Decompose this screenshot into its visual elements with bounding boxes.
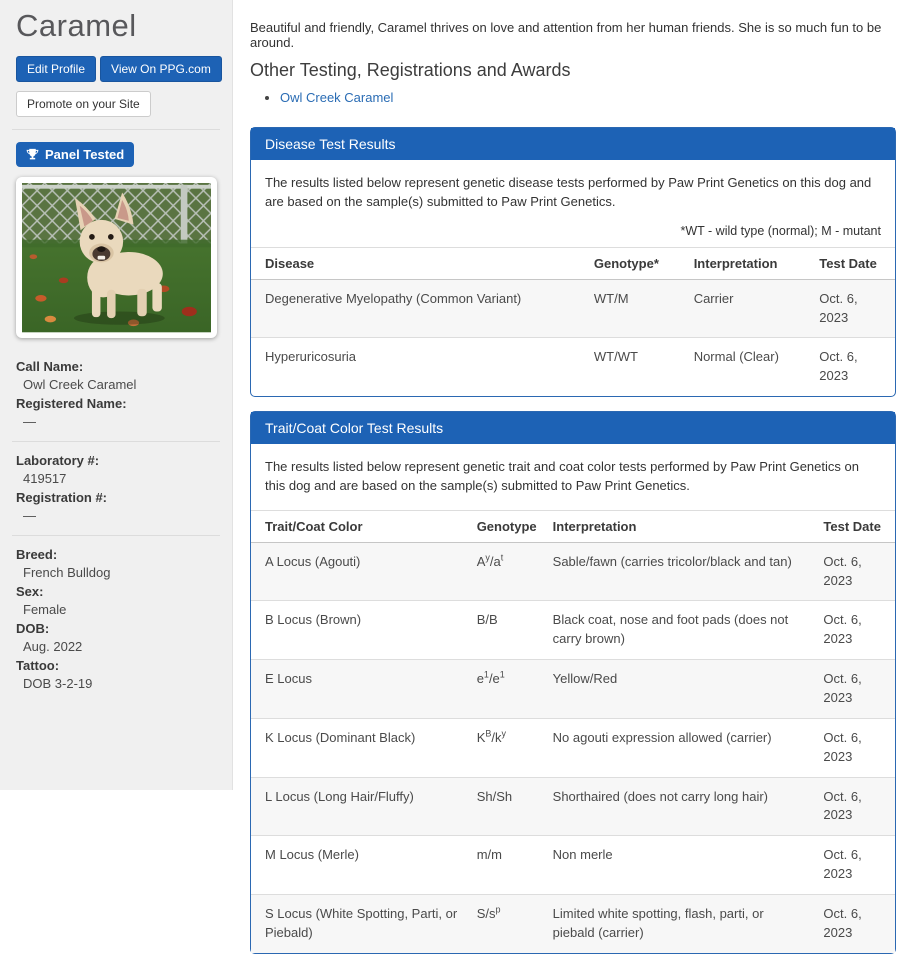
date-cell: Oct. 6, 2023 [823, 553, 862, 588]
genotype-cell: Sh/Sh [469, 777, 545, 836]
column-header: Trait/Coat Color [251, 510, 469, 542]
main-content [250, 0, 896, 968]
interpretation-cell: Carrier [693, 290, 734, 306]
panel-title: Trait/Coat Color Test Results [251, 412, 895, 444]
promote-button[interactable]: Promote on your Site [16, 91, 151, 117]
name-cell: Hyperuricosuria [251, 338, 586, 396]
detail-value: — [23, 508, 36, 524]
name-cell: Degenerative Myelopathy (Common Variant) [265, 290, 522, 306]
column-header: Disease [251, 247, 586, 279]
column-header: Genotype [469, 510, 545, 542]
detail-value: — [23, 414, 36, 430]
detail-group-names [16, 358, 216, 431]
column-header: Genotype* [586, 247, 686, 279]
table-row [251, 718, 895, 777]
table-row [251, 601, 895, 660]
name-cell: E Locus [251, 660, 469, 719]
name-cell: L Locus (Long Hair/Fluffy) [251, 777, 469, 836]
view-on-ppg-button[interactable]: View On PPG.com [100, 56, 222, 82]
name-cell: S Locus (White Spotting, Parti, or Piebald) [251, 894, 469, 952]
trait-results-table [251, 510, 895, 953]
name-cell: B Locus (Brown) [251, 601, 469, 660]
detail-value: DOB 3-2-19 [23, 676, 93, 692]
interpretation-cell: Normal (Clear) [686, 338, 812, 396]
disease-test-panel [250, 127, 896, 397]
detail-label: Sex: [16, 584, 44, 600]
genotype-cell: $A^y/a^t$ [476, 552, 504, 569]
genotype-cell: m/m [469, 836, 545, 895]
column-header: Test Date [815, 510, 895, 542]
table-row [251, 660, 895, 719]
detail-group-numbers [16, 452, 216, 525]
detail-value: Owl Creek Caramel [23, 377, 137, 393]
genotype-cell: $e^1/e^1$ [469, 660, 545, 719]
detail-label: Registered Name: [16, 396, 127, 412]
genotype-cell: $S/s^p$ [469, 894, 545, 952]
table-row [251, 542, 895, 601]
divider [12, 441, 220, 442]
table-row [251, 279, 895, 338]
trophy-icon [26, 148, 39, 161]
detail-group-bio [16, 546, 216, 693]
interpretation-cell: Black coat, nose and foot pads (does not carry brown) [545, 601, 816, 660]
detail-value: Female [23, 602, 67, 618]
detail-label: Registration #: [16, 490, 108, 506]
detail-label: Laboratory #: [16, 453, 100, 469]
column-header: Test Date [811, 247, 895, 279]
genotype-cell: B/B [469, 601, 545, 660]
detail-value: Aug. 2022 [23, 639, 83, 655]
page-title: Caramel [16, 8, 137, 43]
other-testing-heading: Other Testing, Registrations and Awards [250, 60, 571, 80]
name-cell: M Locus (Merle) [251, 836, 469, 895]
date-cell: Oct. 6, 2023 [815, 718, 895, 777]
date-cell: Oct. 6, 2023 [811, 338, 895, 396]
date-cell: Oct. 6, 2023 [815, 601, 895, 660]
interpretation-cell: Shorthaired (does not carry long hair) [545, 777, 816, 836]
date-cell: Oct. 6, 2023 [815, 894, 895, 952]
column-header: Interpretation [545, 510, 816, 542]
panel-intro: The results listed below represent genetic disease tests performed by Paw Print Genetics on this dog and are based on the sample(s) submitted to Paw Print Genetics. [265, 175, 872, 209]
date-cell: Oct. 6, 2023 [815, 777, 895, 836]
panel-tested-label: Panel Tested [45, 147, 125, 162]
disease-results-table [251, 247, 895, 396]
list-item [280, 90, 896, 105]
table-header-row [251, 510, 895, 542]
date-cell: Oct. 6, 2023 [815, 836, 895, 895]
sidebar [0, 0, 233, 790]
genotype-cell: WT/M [593, 290, 629, 306]
table-row [251, 894, 895, 952]
genotype-legend-note: *WT - wild type (normal); M - mutant [680, 223, 881, 238]
interpretation-cell: Sable/fawn (carries tricolor/black and tan) [552, 553, 792, 569]
date-cell: Oct. 6, 2023 [819, 290, 858, 325]
detail-value: 419517 [23, 471, 67, 487]
trait-coat-color-panel [250, 411, 896, 954]
edit-profile-button[interactable]: Edit Profile [16, 56, 96, 82]
genotype-cell: WT/WT [586, 338, 686, 396]
table-row [251, 777, 895, 836]
table-row [251, 338, 895, 396]
detail-label: DOB: [16, 621, 50, 637]
detail-label: Call Name: [16, 359, 84, 375]
divider [12, 129, 220, 130]
name-cell: K Locus (Dominant Black) [251, 718, 469, 777]
interpretation-cell: No agouti expression allowed (carrier) [545, 718, 816, 777]
panel-title: Disease Test Results [251, 128, 895, 160]
date-cell: Oct. 6, 2023 [815, 660, 895, 719]
detail-value: French Bulldog [23, 565, 111, 581]
detail-label: Tattoo: [16, 658, 60, 674]
interpretation-cell: Yellow/Red [545, 660, 816, 719]
interpretation-cell: Non merle [545, 836, 816, 895]
award-link[interactable]: Owl Creek Caramel [280, 90, 394, 105]
name-cell: A Locus (Agouti) [265, 553, 361, 569]
genotype-cell: $K^B/k^y$ [469, 718, 545, 777]
divider [12, 535, 220, 536]
table-row [251, 836, 895, 895]
table-header-row [251, 247, 895, 279]
dog-description: Beautiful and friendly, Caramel thrives on love and attention from her human friends. She is so much fun to be around. [250, 20, 882, 50]
award-list [280, 90, 896, 105]
panel-intro: The results listed below represent genetic trait and coat color tests performed by Paw Print Genetics on this dog and are based on the sample(s) submitted to Paw Print Genetics. [265, 459, 859, 493]
interpretation-cell: Limited white spotting, flash, parti, or piebald (carrier) [545, 894, 816, 952]
panel-tested-badge[interactable] [16, 142, 134, 167]
column-header: Interpretation [686, 247, 812, 279]
detail-label: Breed: [16, 547, 58, 563]
dog-photo [16, 177, 217, 338]
dog-photo-illustration [22, 183, 211, 332]
